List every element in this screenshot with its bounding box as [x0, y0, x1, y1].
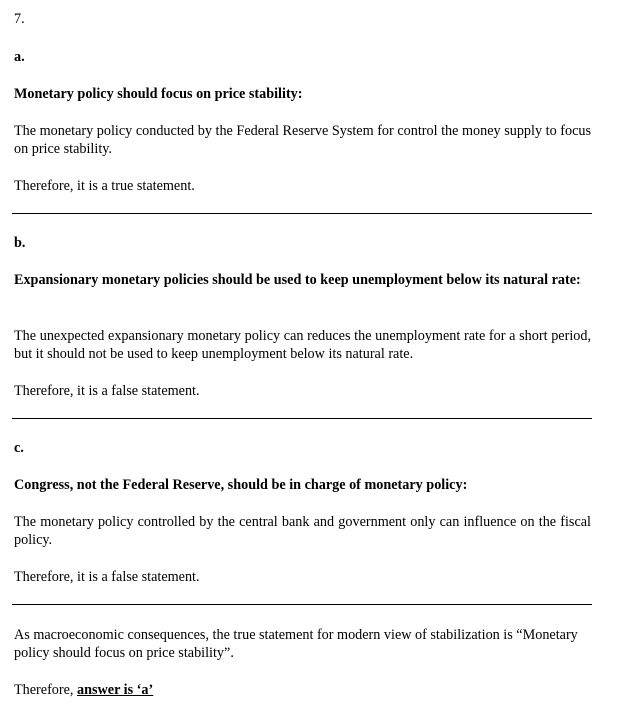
- summary-text: As macroeconomic consequences, the true statement for modern view of stabilization is “Monetary policy should focus on price stability”.: [14, 627, 578, 661]
- part-b-explanation: The unexpected expansionary monetary policy can reduces the unemployment rate for a short period, but it should not be used to keep unemployment below its natural rate.: [14, 328, 591, 362]
- divider: [12, 418, 592, 419]
- part-a-label: a.: [14, 49, 25, 65]
- part-c-conclusion: Therefore, it is a false statement.: [14, 569, 200, 585]
- final-answer: [14, 681, 591, 699]
- final-answer-prefix: Therefore,: [14, 682, 78, 698]
- divider: [12, 604, 592, 605]
- part-c-explanation: The monetary policy controlled by the central bank and government only can influence on the fiscal policy.: [14, 514, 591, 548]
- part-a-heading: Monetary policy should focus on price stability:: [14, 86, 303, 102]
- part-a-conclusion: Therefore, it is a true statement.: [14, 178, 195, 194]
- question-number: 7.: [14, 11, 25, 27]
- part-b-label: b.: [14, 235, 26, 251]
- part-c-label: c.: [14, 440, 24, 456]
- part-a-explanation: The monetary policy conducted by the Federal Reserve System for control the money supply to focus on price stability.: [14, 123, 591, 157]
- part-b-conclusion: Therefore, it is a false statement.: [14, 383, 200, 399]
- divider: [12, 213, 592, 214]
- part-b-heading: Expansionary monetary policies should be used to keep unemployment below its natural rate:: [14, 272, 581, 288]
- final-answer-emphasis: answer is ‘a’: [77, 682, 154, 698]
- part-c-heading: Congress, not the Federal Reserve, should be in charge of monetary policy:: [14, 477, 468, 493]
